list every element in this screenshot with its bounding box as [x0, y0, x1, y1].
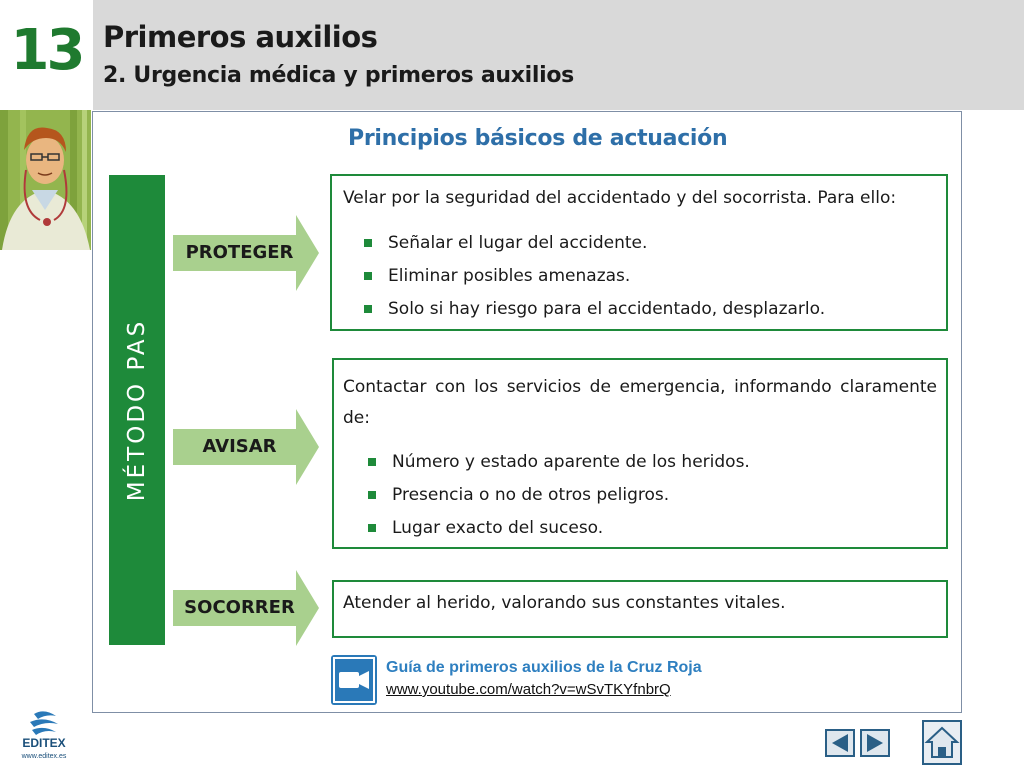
brand-url: www.editex.es	[21, 753, 67, 760]
next-slide-button[interactable]	[860, 729, 890, 757]
step-bullet-list	[360, 452, 750, 551]
section-title: Principios básicos de actuación	[348, 126, 728, 151]
triangle-right-icon	[862, 731, 888, 755]
square-bullet-icon	[364, 272, 372, 280]
editex-logo	[12, 710, 76, 762]
list-item	[360, 452, 750, 485]
doctor-illustration	[0, 110, 91, 250]
home-button[interactable]	[922, 720, 962, 765]
arrow-socorrer	[173, 570, 319, 646]
method-label: MÉTODO PAS	[124, 318, 150, 502]
chapter-number: 13	[10, 18, 83, 83]
list-item-text: Número y estado aparente de los heridos.	[392, 452, 750, 472]
brand-name: EDITEX	[22, 736, 66, 750]
square-bullet-icon	[368, 458, 376, 466]
list-item-text: Señalar el lugar del accidente.	[388, 233, 648, 253]
list-item-text: Lugar exacto del suceso.	[392, 518, 604, 538]
step-label-proteger: PROTEGER	[185, 242, 294, 263]
list-item-text: Presencia o no de otros peligros.	[392, 485, 670, 505]
square-bullet-icon	[368, 524, 376, 532]
step-intro: Velar por la seguridad del accidentado y del socorrista. Para ello:	[343, 188, 897, 208]
list-item	[360, 518, 750, 551]
triangle-left-icon	[827, 731, 853, 755]
list-item	[356, 233, 825, 266]
list-item	[356, 266, 825, 299]
step-label-avisar: AVISAR	[202, 436, 277, 457]
step-intro: Contactar con los servicios de emergencia, informando claramente de:	[343, 377, 937, 428]
arrow-avisar	[173, 409, 319, 485]
list-item	[356, 299, 825, 332]
step-box-socorrer	[332, 580, 948, 638]
house-icon	[924, 722, 960, 763]
video-title[interactable]: Guía de primeros auxilios de la Cruz Roja	[386, 659, 702, 676]
step-box-proteger	[330, 174, 948, 331]
square-bullet-icon	[368, 491, 376, 499]
video-link[interactable]: www.youtube.com/watch?v=wSvTKYfnbrQ	[386, 681, 671, 698]
page-title: Primeros auxilios	[103, 20, 378, 54]
square-bullet-icon	[364, 239, 372, 247]
step-label-socorrer: SOCORRER	[184, 597, 295, 618]
step-box-avisar	[332, 358, 948, 549]
arrow-proteger	[173, 215, 319, 291]
square-bullet-icon	[364, 305, 372, 313]
list-item-text: Solo si hay riesgo para el accidentado, desplazarlo.	[388, 299, 826, 319]
list-item	[360, 485, 750, 518]
step-intro: Atender al herido, valorando sus constantes vitales.	[343, 593, 786, 613]
page-subtitle: 2. Urgencia médica y primeros auxilios	[103, 63, 574, 88]
list-item-text: Eliminar posibles amenazas.	[388, 266, 631, 286]
previous-slide-button[interactable]	[825, 729, 855, 757]
video-camera-icon[interactable]	[331, 655, 377, 705]
step-bullet-list	[356, 233, 825, 332]
header-bar	[93, 0, 1024, 110]
